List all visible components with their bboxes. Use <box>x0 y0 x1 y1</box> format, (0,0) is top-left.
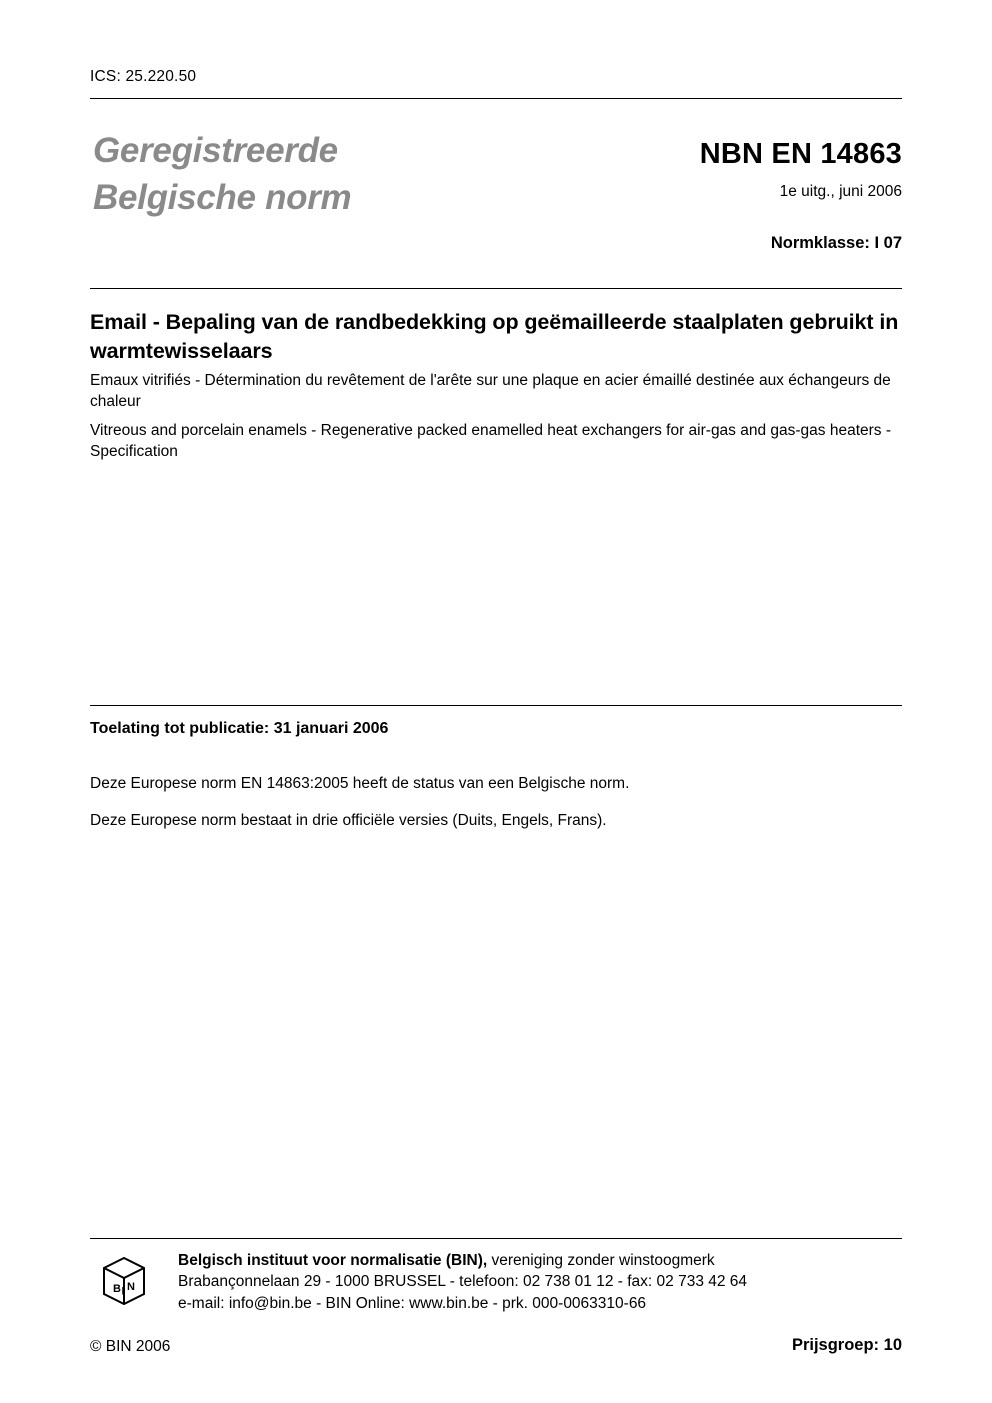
footer-org-name: Belgisch instituut voor normalisatie (BIN), <box>178 1252 488 1269</box>
divider-top <box>90 98 902 99</box>
footer-organisation <box>178 1250 747 1314</box>
svg-text:N: N <box>127 1281 135 1293</box>
divider-publication <box>90 705 902 706</box>
publication-date: Toelating tot publicatie: 31 januari 2006 <box>90 720 389 737</box>
edition-date: 1e uitg., juni 2006 <box>779 183 902 200</box>
copyright: © BIN 2006 <box>90 1338 171 1355</box>
standard-number: NBN EN 14863 <box>699 138 902 170</box>
footer-org-line <box>178 1250 747 1271</box>
svg-text:I: I <box>121 1285 125 1298</box>
svg-text:B: B <box>113 1283 121 1295</box>
brand-line-2: Belgische norm <box>93 177 352 217</box>
bin-logo-icon <box>96 1254 152 1310</box>
versions-paragraph: Deze Europese norm bestaat in drie officiële versies (Duits, Engels, Frans). <box>90 812 607 829</box>
divider-footer <box>90 1238 902 1239</box>
footer-address: Brabançonnelaan 29 - 1000 BRUSSEL - telefoon: 02 738 01 12 - fax: 02 733 42 64 <box>178 1273 748 1291</box>
ics-code: ICS: 25.220.50 <box>90 68 197 85</box>
title-dutch: Email - Bepaling van de randbedekking op geëmailleerde staalplaten gebruikt in warmtewisselaars <box>90 310 899 363</box>
title-french: Emaux vitrifiés - Détermination du revêtement de l'arête sur une plaque en acier émaillé destinée aux échangeurs de chaleur <box>90 372 891 411</box>
footer-contact: e-mail: info@bin.be - BIN Online: www.bin.be - prk. 000-0063310-66 <box>178 1294 647 1312</box>
footer-org-suffix: vereniging zonder winstoogmerk <box>487 1252 715 1269</box>
divider-mid <box>90 288 902 289</box>
title-english: Vitreous and porcelain enamels - Regenerative packed enamelled heat exchangers for air-gas and gas-gas heaters - Specification <box>90 422 892 461</box>
normklasse: Normklasse: I 07 <box>770 234 902 252</box>
brand-line-1: Geregistreerde <box>93 131 338 170</box>
status-paragraph: Deze Europese norm EN 14863:2005 heeft de status van een Belgische norm. <box>90 775 630 792</box>
price-group: Prijsgroep: 10 <box>791 1336 902 1354</box>
brand-title <box>93 128 351 221</box>
page-content <box>90 0 902 1403</box>
